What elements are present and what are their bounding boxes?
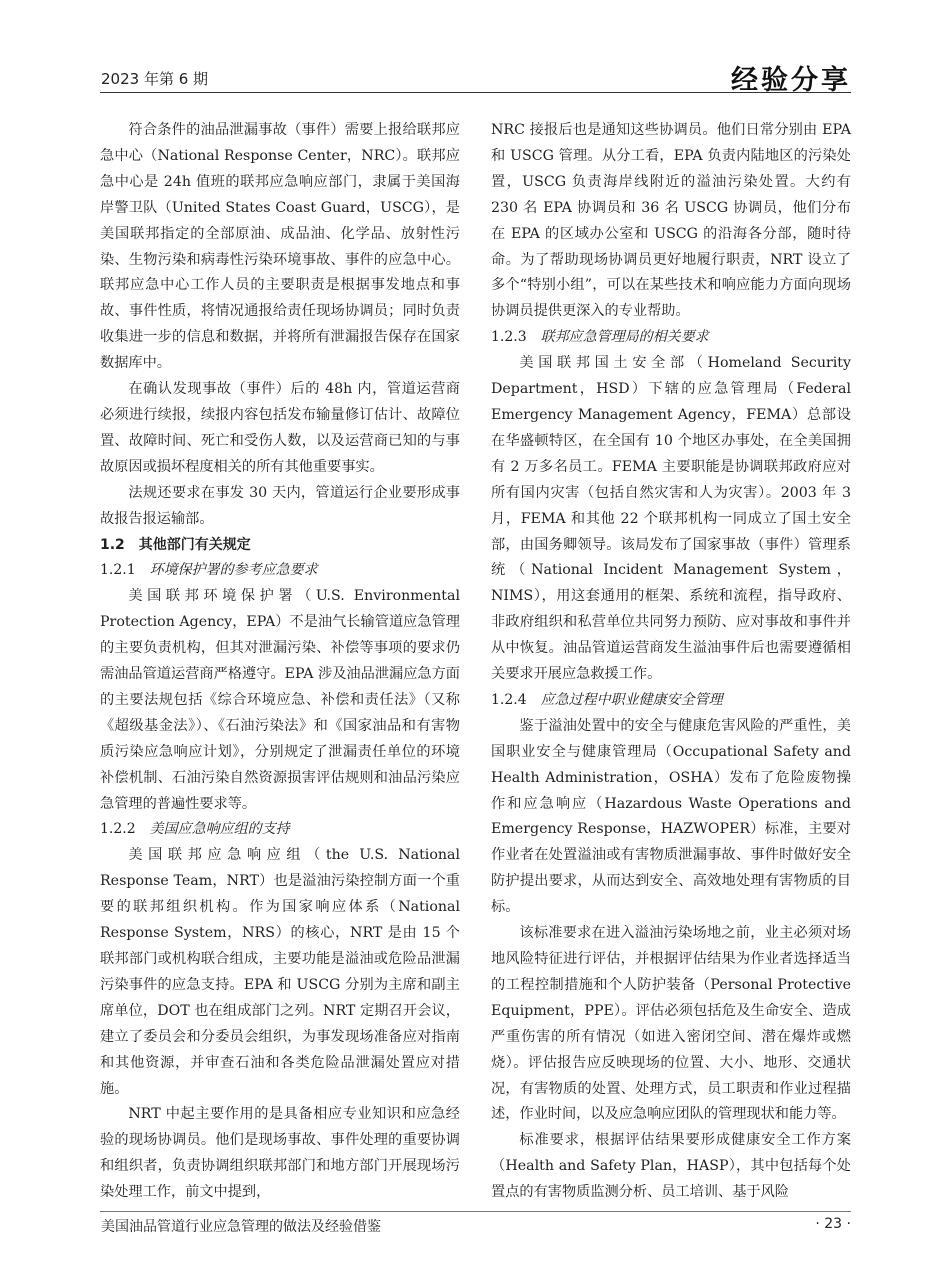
paragraph: 在确认发现事故（事件）后的 48h 内，管道运营商必须进行续报，续报内容包括发布输量修订估计、故障位置、故障时间、死亡和受伤人数，以及运营商已知的与事故原因或损坏程度相关的所有其他重要事实。 <box>100 381 460 475</box>
right-column <box>491 118 851 1206</box>
subsection-number: 1.2.3 <box>491 329 527 346</box>
subsection-title: 应急过程中职业健康安全管理 <box>540 691 723 708</box>
subsection-heading <box>100 558 460 584</box>
subsection-heading <box>491 688 851 714</box>
issue-label: 2023 年第 6 期 <box>101 70 209 88</box>
subsection-number: 1.2.4 <box>491 691 527 708</box>
subsection-heading <box>100 817 460 843</box>
paragraph: NRC 接报后也是通知这些协调员。他们日常分别由 EPA 和 USCG 管理。从分工看，EPA 负责内陆地区的污染处置，USCG 负责海岸线附近的溢油污染处置。大约有 230 名 EPA 协调员和 36 名 USCG 协调员，他们分布在 EPA 的区域办公室和 USCG 的沿海各分部，随时待命。为了帮助现场协调员更好地履行职责，NRT 设立了多个“特别小组”，可以在某些技术和响应能力方面向现场协调员提供更深入的专业帮助。 <box>491 122 851 320</box>
header-divider <box>100 92 851 93</box>
paragraph: 符合条件的油品泄漏事故（事件）需要上报给联邦应急中心（National Response Center，NRC）。联邦应急中心是 24h 值班的联邦应急响应部门，隶属于美国海岸警卫队（United States Coast Guard，USCG），是美国联邦指定的全部原油、成品油、化学品、放射性污染、生物污染和病毒性污染环境事故、事件的应急中心。联邦应急中心工作人员的主要职责是根据事发地点和事故、事件性质，将情况通报给责任现场协调员；同时负责收集进一步的信息和数据，并将所有泄漏报告保存在国家数据库中。 <box>100 122 460 372</box>
paragraph: NRT 中起主要作用的是具备相应专业知识和应急经验的现场协调员。他们是现场事故、事件处理的重要协调和组织者，负责协调组织联邦部门和地方部门开展现场污染处理工作，前文中提到， <box>100 1106 460 1201</box>
column-title: 经验分享 <box>731 65 851 96</box>
subsection-title: 联邦应急管理局的相关要求 <box>540 329 709 346</box>
paragraph: 该标准要求在进入溢油污染场地之前，业主必须对场地风险特征进行评估，并根据评估结果为作业者选择适当的工程控制措施和个人防护装备（Personal Protective Equipment，PPE）。评估必须包括危及生命安全、造成严重伤害的所有情况（如进入密闭空间、潜在爆炸或燃烧）。评估报告应反映现场的位置、大小、地形、交通状况，有害物质的处置、处理方式，员工职责和作业过程描述，作业时间，以及应急响应团队的管理现状和能力等。 <box>491 925 851 1123</box>
subsection-number: 1.2.1 <box>100 562 136 579</box>
subsection-heading <box>491 325 851 351</box>
subsection-title: 美国应急响应组的支持 <box>149 821 290 838</box>
paragraph: 美国联邦环境保护署（U.S. Environmental Protection Agency，EPA）不是油气长输管道应急管理的主要负责机构，但其对泄漏污染、补偿等事项的要求仍需油品管道运营商严格遵守。EPA 涉及油品泄漏应急方面的主要法规包括《综合环境应急、补偿和责任法》（又称《超级基金法》）、《石油污染法》和《国家油品和有害物质污染应急响应计划》，分别规定了泄漏责任单位的环境补偿机制、石油污染自然资源损害评估规则和油品污染应急管理的普遍性要求等。 <box>100 588 460 812</box>
footer-divider <box>100 1211 851 1212</box>
subsection-number: 1.2.2 <box>100 821 136 838</box>
paragraph: 标准要求，根据评估结果要形成健康安全工作方案（Health and Safety Plan，HASP），其中包括每个处置点的有害物质监测分析、员工培训、基于风险 <box>491 1132 851 1201</box>
paragraph: 法规还要求在事发 30 天内，管道运行企业要形成事故报告报运输部。 <box>100 484 460 527</box>
paragraph: 美国联邦国土安全部（Homeland Security Department，HSD）下辖的应急管理局（Federal Emergency Management Agency，FEMA）总部设在华盛顿特区，在全国有 10 个地区办事处，在全美国拥有 2 万多名员工。FEMA 主要职能是协调联邦政府应对所有国内灾害（包括自然灾害和人为灾害）。2003 年 3 月，FEMA 和其他 22 个联邦机构一同成立了国土安全部，由国务卿领导。该局发布了国家事故（事件）管理系统（National Incident Management System，NIMS），用这套通用的框架、系统和流程，指导政府、非政府组织和私营单位共同努力预防、应对事故和事件并从中恢复。油品管道运营商发生溢油事件后也需要遵循相关要求开展应急救援工作。 <box>491 355 851 683</box>
subsection-title: 环境保护署的参考应急要求 <box>149 562 318 579</box>
paragraph: 鉴于溢油处置中的安全与健康危害风险的严重性，美国职业安全与健康管理局（Occupational Safety and Health Administration，OSHA）发布了危险废物操作和应急响应（Hazardous Waste Operations and Emergency Response，HAZWOPER）标准，主要对作业者在处置溢油或有害物质泄漏事故、事件时做好安全防护提出要求，从而达到安全、高效地处理有害物质的目标。 <box>491 717 851 916</box>
page-number: · 23 · <box>815 1216 851 1232</box>
article-title: 美国油品管道行业应急管理的做法及经验借鉴 <box>101 1219 381 1235</box>
section-heading: 1.2 其他部门有关规定 <box>100 536 251 553</box>
left-column <box>100 118 460 1206</box>
paragraph: 美国联邦应急响应组（the U.S. National Response Team，NRT）也是溢油污染控制方面一个重要的联邦组织机构。作为国家响应体系（National Response System，NRS）的核心，NRT 是由 15 个联邦部门或机构联合组成，主要功能是溢油或危险品泄漏污染事件的应急支持。EPA 和 USCG 分别为主席和副主席单位，DOT 也在组成部门之列。NRT 定期召开会议，建立了委员会和分委员会组织，为事发现场准备应对指南和其他资源，并审查石油和各类危险品泄漏处置应对措施。 <box>100 847 460 1097</box>
